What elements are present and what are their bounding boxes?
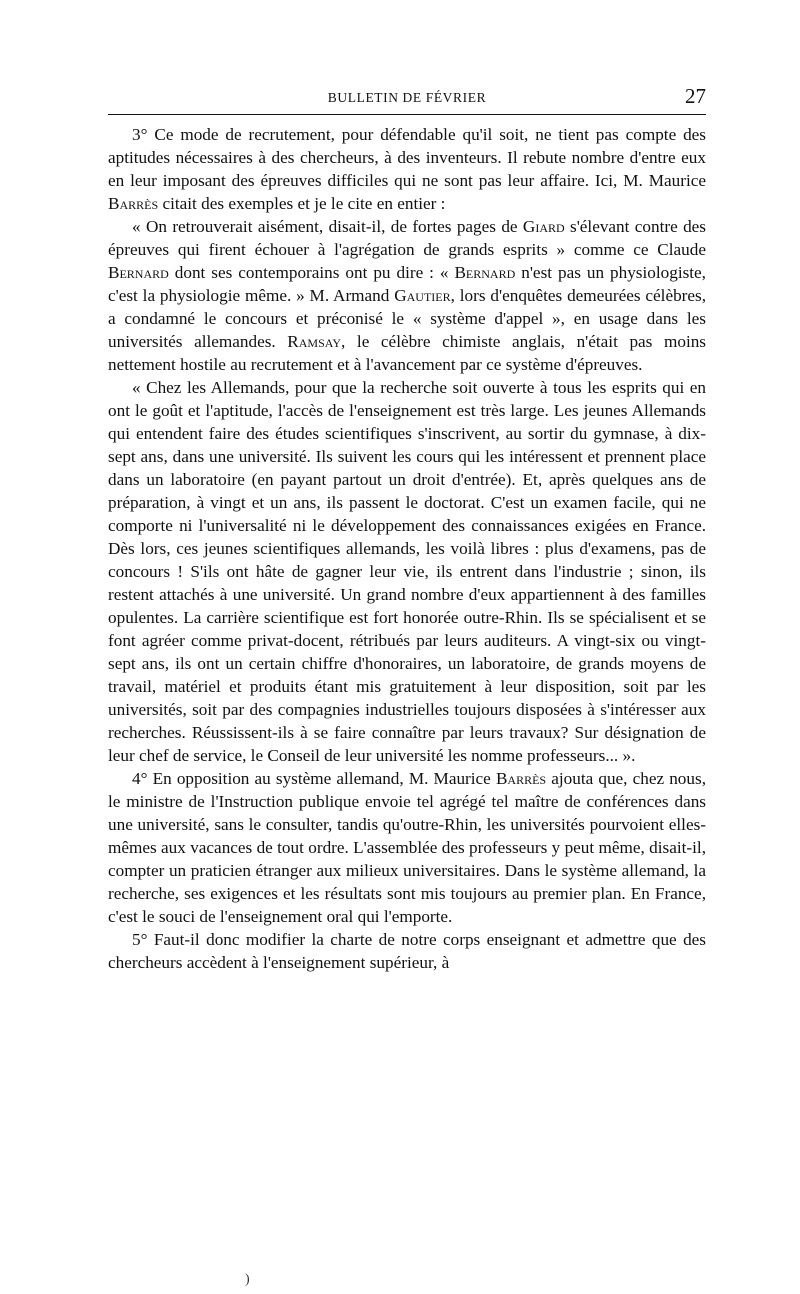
author-name: Bernard: [454, 263, 516, 282]
text-run: ajouta que, chez nous, le ministre de l'Instruction publique envoie tel agrégé tel maître de conférences dans une université, sans le consulter, tandis qu'outre-Rhin, les universités pourvoient elles-mêmes aux vacances de tout ordre. L'assemblée des professeurs y peut même, disait-il, compter un praticien étranger aux milieux universitaires. Dans le système allemand, la recherche, ses exigences et les résultats sont mis toujours au premier plan. En France, c'est le souci de l'enseignement oral qui l'emporte.: [108, 769, 706, 926]
paragraph-4: [108, 767, 706, 928]
author-name: Giard: [522, 217, 565, 236]
text-run: , lors d'enquêtes demeurées célèbres, a condamné le concours et préconisé le « système d'appel », en usage dans les universités allemandes.: [108, 286, 706, 351]
text-run: s'élevant contre des épreuves qui firent échouer à l'agrégation de grands esprits » comme ce Claude: [108, 217, 706, 259]
text-run: citait des exemples et je le cite en entier :: [158, 194, 446, 213]
author-name: Barrès: [108, 194, 159, 213]
quote-paragraph-2: « Chez les Allemands, pour que la recherche soit ouverte à tous les esprits qui en ont le goût et l'aptitude, l'accès de l'enseignement est très large. Les jeunes Allemands qui entendent faire des études scientifiques s'inscrivent, au sortir du gymnase, à dix-sept ans, dans une université. Ils suivent les cours qui les intéressent et prennent place dans un laboratoire (en payant partout un droit d'entrée). Et, après quelques ans de préparation, à vingt et un ans, ils passent le doctorat. C'est un examen facile, qui ne comporte ni l'universalité ni le développement des connaissances exigées en France. Dès lors, ces jeunes scientifiques allemands, les voilà libres : plus d'examens, pas de concours ! S'ils ont hâte de gagner leur vie, ils entrent dans l'industrie ; sinon, ils restent attachés à une université. Un grand nombre d'eux appartiennent à des familles opulentes. La carrière scientifique est fort honorée outre-Rhin. Ils se spécialisent et se font agréer comme privat-docent, rétribués par leurs auditeurs. A vingt-six ou vingt-sept ans, ils ont un certain chiffre d'honoraires, un laboratoire, de grands moyens de travail, matériel et produits étant mis gratuitement à leur disposition, soit par les universités, soit par des compagnies industrielles toujours disposées à s'intéresser aux recherches. Réussissent-ils à se faire connaître par leurs travaux? Sur désignation de leur chef de service, le Conseil de leur université les nomme professeurs... ».: [108, 378, 706, 765]
author-name: Ramsay: [287, 332, 342, 351]
footer-mark: ): [245, 1272, 250, 1287]
paragraph-5: 5° Faut-il donc modifier la charte de notre corps enseignant et admettre que des chercheurs accèdent à l'enseignement supérieur, à: [108, 930, 706, 972]
text-run: 3° Ce mode de recrutement, pour défendable qu'il soit, ne tient pas compte des aptitudes nécessaires à des chercheurs, à des inventeurs. Il rebute nombre d'entre eux en leur imposant des épreuves difficiles qui ne sont pas leur affaire. Ici, M. Maurice: [108, 125, 706, 190]
text-run: n'est pas un physiologiste, c'est la physiologie même. » M. Armand: [108, 263, 706, 305]
paragraph-3: [108, 123, 706, 215]
text-run: « On retrouverait aisément, disait-il, de fortes pages de: [132, 217, 523, 236]
header-rule: [108, 114, 706, 115]
running-head: [108, 84, 706, 110]
author-name: Bernard: [108, 263, 169, 282]
body-text: [108, 123, 706, 974]
author-name: Gautier: [394, 286, 451, 305]
text-run: 4° En opposition au système allemand, M. Maurice: [132, 769, 496, 788]
page: [108, 84, 706, 974]
running-title: BULLETIN DE FÉVRIER: [327, 90, 487, 105]
quote-paragraph-1: [108, 215, 706, 376]
text-run: dont ses contemporains ont pu dire : «: [168, 263, 455, 282]
page-number: 27: [685, 84, 706, 108]
text-run: , le célèbre chimiste anglais, n'était pas moins nettement hostile au recrutement et à l'avancement par ce système d'épreuves.: [108, 332, 706, 374]
author-name: Barrès: [495, 769, 547, 788]
